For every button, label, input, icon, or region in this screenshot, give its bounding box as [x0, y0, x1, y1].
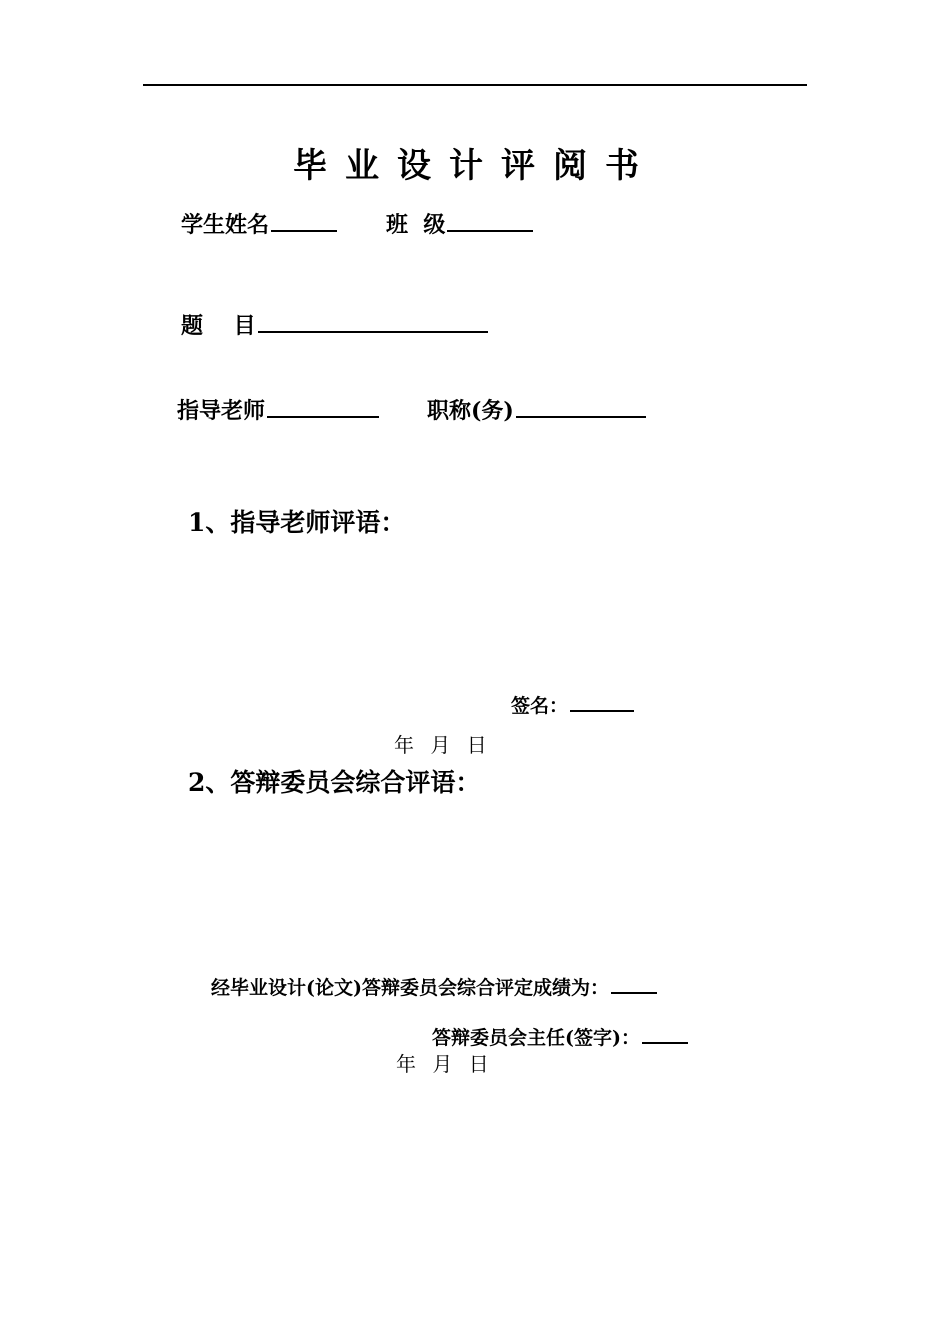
advisor-signature-field [511, 691, 634, 718]
student-name-field [181, 208, 337, 239]
chair-signature-label: 答辩委员会主任(签字)： [432, 1027, 640, 1049]
position-blank[interactable] [516, 412, 646, 418]
student-name-blank[interactable] [271, 226, 337, 232]
signature-label: 签名： [511, 695, 569, 717]
topic-blank[interactable] [258, 327, 488, 333]
grade-statement-field [211, 973, 657, 1000]
committee-date: 年 月 日 [396, 1052, 489, 1076]
grade-blank[interactable] [611, 988, 657, 994]
position-label: 职称(务) [427, 398, 514, 424]
student-name-label: 学生姓名 [181, 212, 270, 238]
advisor-field [177, 394, 379, 425]
advisor-date: 年 月 日 [394, 733, 487, 757]
advisor-signature-blank[interactable] [570, 706, 634, 712]
class-label: 班 级 [386, 212, 446, 238]
advisor-blank[interactable] [267, 412, 379, 418]
chair-signature-field [432, 1023, 688, 1050]
grade-statement: 经毕业设计(论文)答辩委员会综合评定成绩为： [211, 977, 609, 999]
class-field [386, 208, 533, 239]
topic-field [181, 309, 488, 340]
header-rule [143, 84, 807, 86]
section2-heading: 2、答辩委员会综合评语： [188, 768, 481, 797]
position-field [427, 394, 646, 425]
advisor-label: 指导老师 [177, 398, 266, 424]
section1-heading: 1、指导老师评语： [188, 508, 406, 537]
page-title: 毕业设计评阅书 [293, 146, 657, 186]
class-blank[interactable] [447, 226, 533, 232]
chair-signature-blank[interactable] [642, 1038, 688, 1044]
topic-label: 题 目 [181, 313, 256, 339]
